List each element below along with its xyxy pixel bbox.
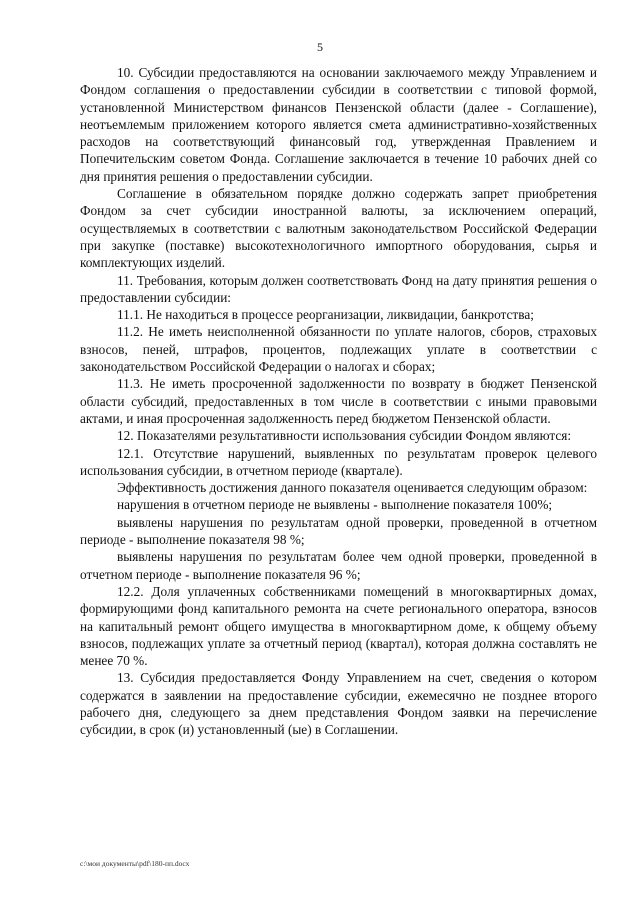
paragraph-11-2: 11.2. Не иметь неисполненной обязанности по уплате налогов, сборов, страховых взносов, пеней, штрафов, процентов, подлежащих уплате в соответствии с законодательством Российской Федерации о налогах и сборах; — [80, 324, 597, 375]
document-body — [80, 64, 597, 739]
paragraph-10-subsidy-agreement: 10. Субсидии предоставляются на основании заключаемого между Управлением и Фондом соглашения о предоставлении субсидии в соответствии с типовой формой, установленной Министерством финансов Пензенской области (далее - Соглашение), неотъемлемым приложением которого является смета административно-хозяйственных расходов на соответствующий финансовый год, утвержденная Правлением и Попечительским советом Фонда. Соглашение заключается в течение 10 рабочих дней со дня принятия решения о предоставлении субсидии. — [80, 65, 597, 184]
paragraph-13-payment: 13. Субсидия предоставляется Фонду Управлением на счет, сведения о котором содержатся в заявлении на предоставление субсидии, ежемесячно не позднее второго рабочего дня, следующего за днем представления Фондом заявки на перечисление субсидии, в срок (и) установленный (ые) в Соглашении. — [80, 670, 597, 738]
paragraph-multiple-inspections: выявлены нарушения по результатам более чем одной проверки, проведенной в отчетном периоде - выполнение показателя 96 %; — [80, 549, 597, 582]
paragraph-12-1: 12.1. Отсутствие нарушений, выявленных по результатам проверок целевого использования субсидии, в отчетном периоде (квартале). — [80, 445, 597, 478]
paragraph-12-2: 12.2. Доля уплаченных собственниками помещений в многоквартирных домах, формирующими фонд капитального ремонта на счете регионального оператора, взносов на капитальный ремонт общего имущества в многоквартирном доме, к общему объему взносов, подлежащих уплате за отчетный период (квартал), которая должна составлять не менее 70 %. — [80, 583, 597, 669]
page-number: 5 — [317, 40, 323, 54]
paragraph-11-requirements: 11. Требования, которым должен соответствовать Фонд на дату принятия решения о предоставлении субсидии: — [80, 272, 597, 305]
footer-file-path: c:\мои документы\pdf\180-пп.docx — [80, 859, 190, 868]
paragraph-efficiency-assessment: Эффективность достижения данного показателя оценивается следующим образом: — [117, 480, 588, 496]
paragraph-12-indicators: 12. Показателями результативности использования субсидии Фондом являются: — [117, 428, 572, 444]
paragraph-11-3: 11.3. Не иметь просроченной задолженности по возврату в бюджет Пензенской области субсидий, предоставленных в том числе в соответствии с иными правовыми актами, и иная просроченная задолженность перед бюджетом Пензенской области. — [80, 376, 597, 426]
paragraph-no-violations: нарушения в отчетном периоде не выявлены - выполнение показателя 100%; — [117, 497, 553, 513]
paragraph-one-inspection: выявлены нарушения по результатам одной проверки, проведенной в отчетном периоде - выполнение показателя 98 %; — [80, 514, 597, 548]
paragraph-11-1: 11.1. Не находиться в процессе реорганизации, ликвидации, банкротства; — [117, 307, 534, 323]
paragraph-currency-prohibition: Соглашение в обязательном порядке должно содержать запрет приобретения Фондом за счет субсидии иностранной валюты, за исключением операций, осуществляемых в соответствии с валютным законодательством Российской Федерации при закупке (поставке) высокотехнологичного импортного оборудования, сырья и комплектующих изделий. — [80, 186, 597, 271]
